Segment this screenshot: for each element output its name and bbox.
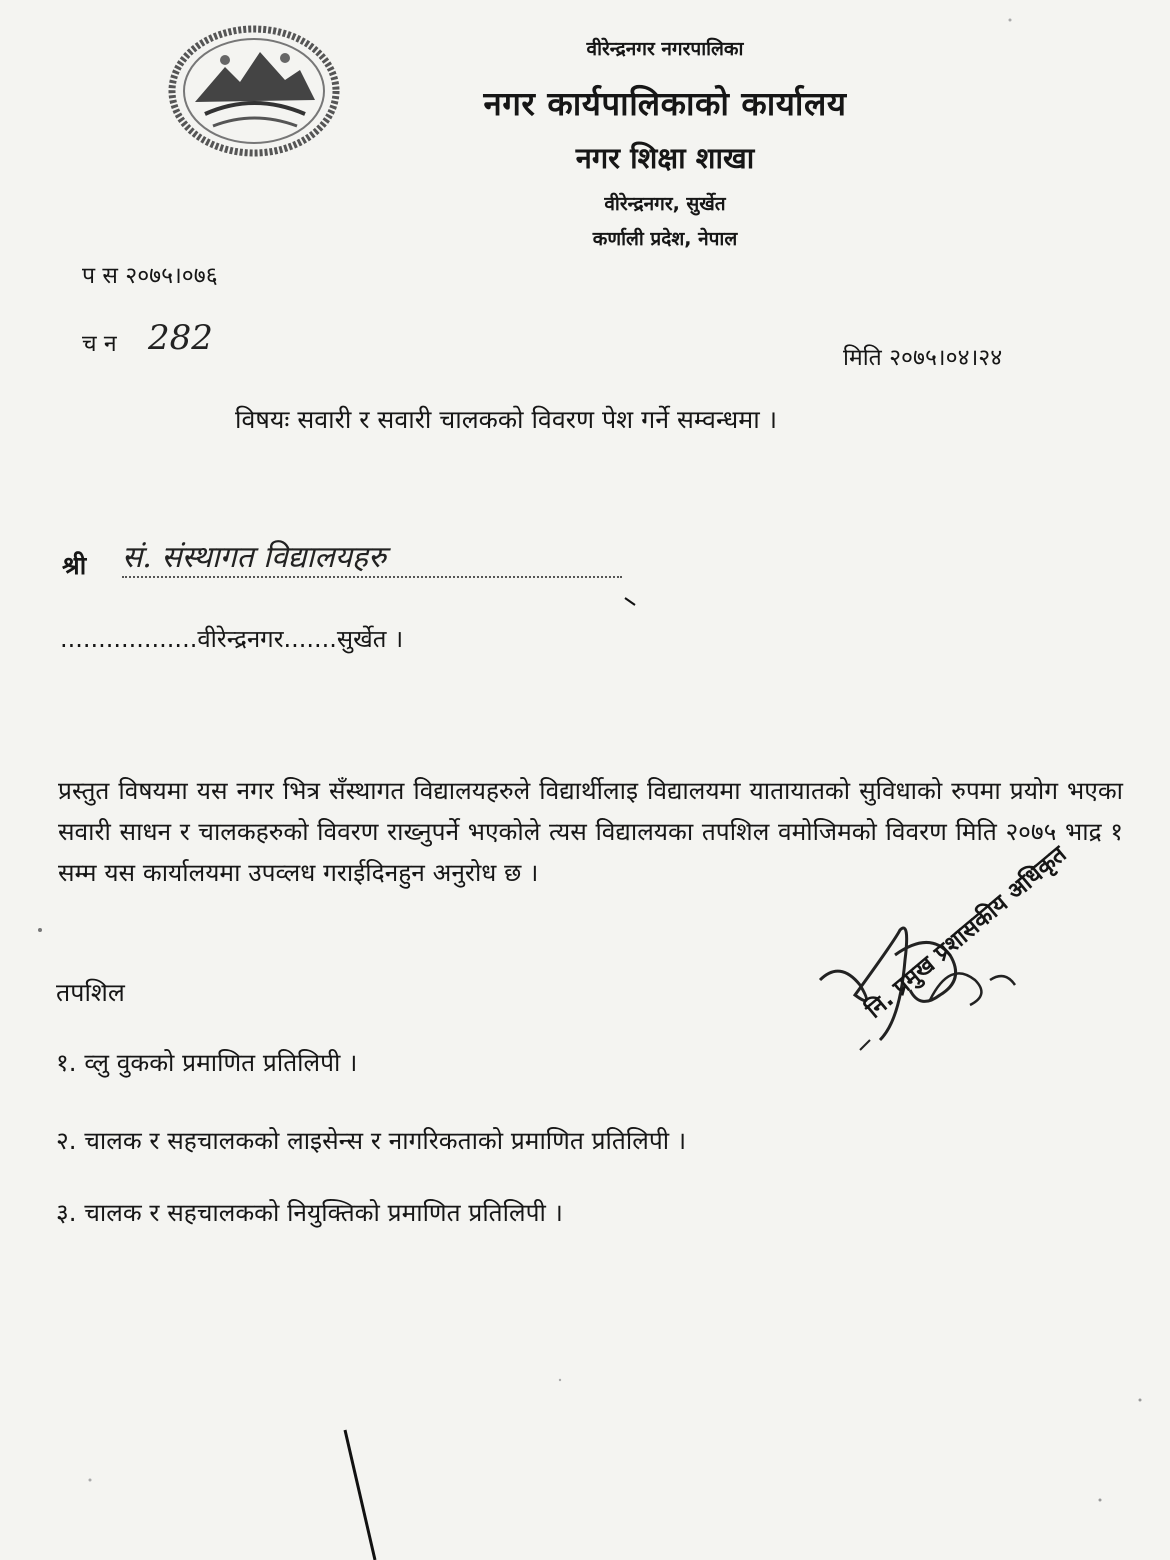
signatory-title: नि. प्रमुख प्रशासकीय अधिकृत <box>861 841 1072 1024</box>
recipient-prefix: श्री <box>62 551 87 580</box>
letter-subject: विषयः सवारी र सवारी चालकको विवरण पेश गर्ने सम्वन्धमा । <box>235 405 778 434</box>
letter-date: मिति २०७५।०४।२४ <box>843 345 1003 371</box>
details-heading: तपशिल <box>56 978 125 1007</box>
letter-body: प्रस्तुत विषयमा यस नगर भित्र सँस्थागत विद्यालयहरुले विद्यार्थीलाइ विद्यालयमा यातायातको सुविधाको रुपमा प्रयोग भएका सवारी साधन र चालकहरुको विवरण राख्नुपर्ने भएकोले त्यस विद्यालयका तपशिल वमोजिमको विवरण मिति २०७५ भाद्र १ सम्म यस कार्यालयमा उपव्लध गराईदिनहुन अनुरोध छ । <box>58 776 1123 887</box>
recipient-address: ..................वीरेन्द्रनगर.......सुर्खेत । <box>60 625 404 653</box>
details-item-3: ३. चालक र सहचालकको नियुक्तिको प्रमाणित प्रतिलिपी । <box>56 1198 563 1227</box>
nepal-government-emblem-icon <box>165 22 343 160</box>
recipient-name: सं. संस्थागत विद्यालयहरु <box>122 535 622 578</box>
branch-name: नगर शिक्षा शाखा <box>575 141 755 175</box>
details-item-1: १. व्लु वुकको प्रमाणित प्रतिलिपी । <box>56 1048 358 1077</box>
details-item-2: २. चालक र सहचालकको लाइसेन्स र नागरिकताको प्रमाणित प्रतिलिपी । <box>56 1126 687 1155</box>
dispatch-number: 282 <box>148 318 213 358</box>
municipality-name: वीरेन्द्रनगर नगरपालिका <box>586 38 744 60</box>
office-province: कर्णाली प्रदेश, नेपाल <box>592 228 738 250</box>
office-address: वीरेन्द्रनगर, सुर्खेत <box>604 193 726 215</box>
dispatch-number-label: च न <box>82 331 117 357</box>
letter-number: प स २०७५।०७६ <box>82 263 218 289</box>
office-name: नगर कार्यपालिकाको कार्यालय <box>483 84 847 123</box>
